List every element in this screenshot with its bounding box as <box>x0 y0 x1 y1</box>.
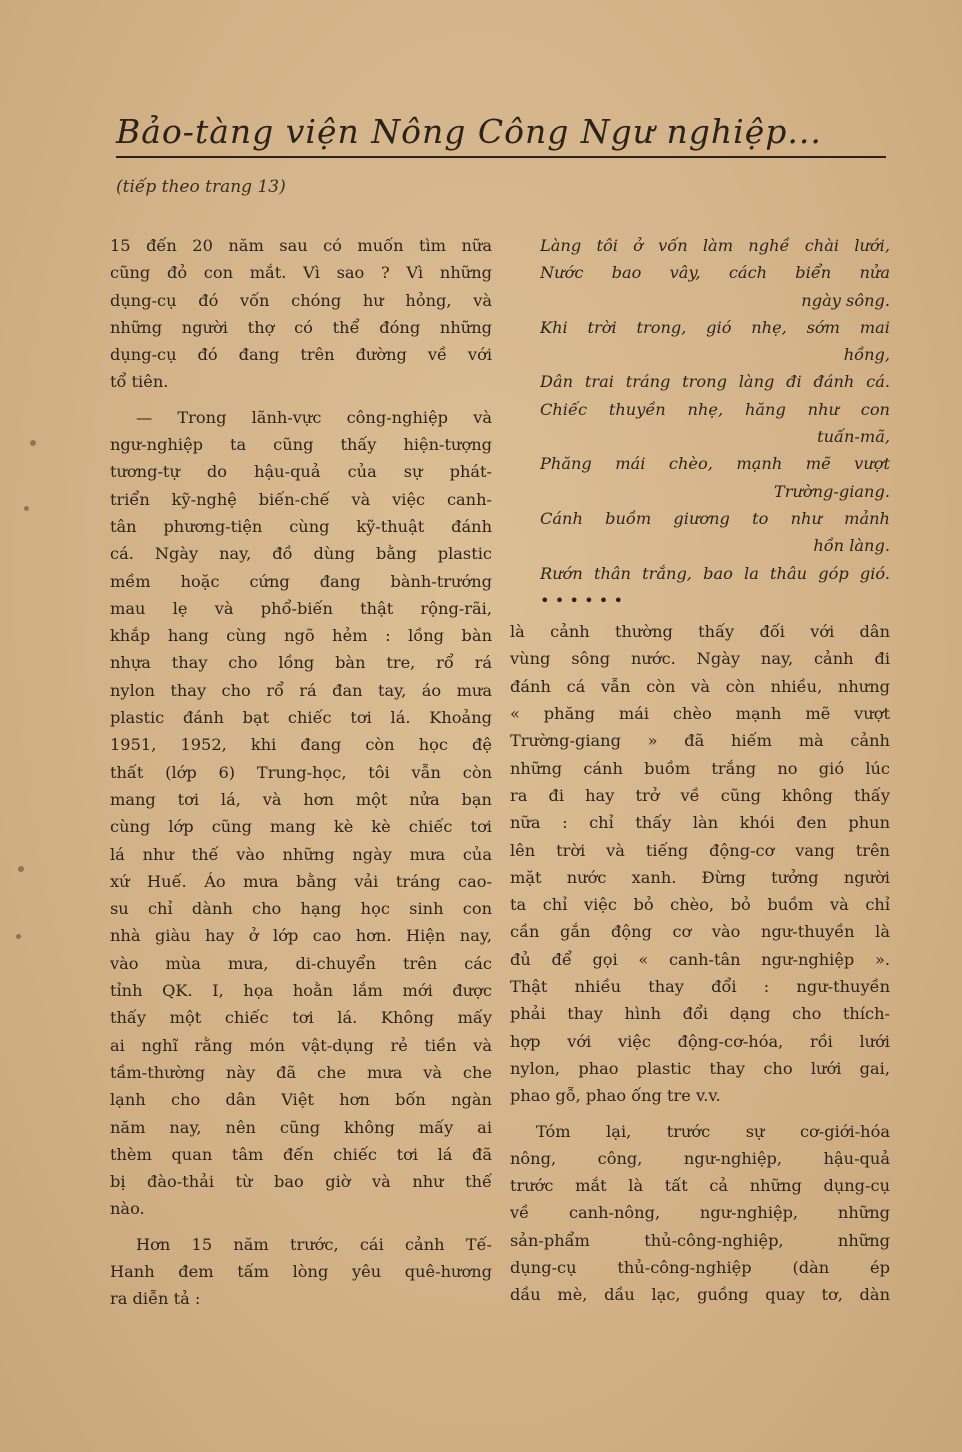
poem-line: Làng tôi ở vốn làm nghề chài lưới, <box>540 236 890 255</box>
text-line: ra đi hay trở về cũng không thấy <box>510 785 890 805</box>
left-column <box>110 232 492 1313</box>
paragraph-gap <box>110 1223 492 1231</box>
text-line: thèm quan tâm đến chiếc tơi lá đã <box>110 1144 492 1164</box>
text-line: về canh-nông, ngư-nghiệp, những <box>510 1203 890 1223</box>
text-line: lạnh cho dân Việt hơn bốn ngàn <box>110 1090 492 1110</box>
text-line: tầm-thường này đã che mưa và che <box>110 1062 492 1082</box>
text-line: nylon, phao plastic thay cho lưới gai, <box>510 1058 890 1078</box>
text-line: triển kỹ-nghệ biến-chế và việc canh- <box>110 489 492 509</box>
text-line: là cảnh thường thấy đối với dân <box>510 622 890 642</box>
poem-line: hồn làng. <box>813 536 890 556</box>
text-line: su chỉ dành cho hạng học sinh con <box>110 899 492 919</box>
ink-spot <box>16 934 21 939</box>
text-line: lên trời và tiếng động-cơ vang trên <box>510 840 890 860</box>
text-line: khắp hang cùng ngõ hẻm : lồng bàn <box>110 626 492 646</box>
text-line: tương-tự do hậu-quả của sự phát- <box>110 462 492 482</box>
text-line: phao gỗ, phao ống tre v.v. <box>510 1086 721 1106</box>
text-line: « phăng mái chèo mạnh mẽ vượt <box>510 704 890 724</box>
text-line: cá. Ngày nay, đồ dùng bằng plastic <box>110 544 492 564</box>
text-line: Thật nhiều thay đổi : ngư-thuyền <box>510 977 890 997</box>
text-line: dụng-cụ đó vốn chóng hư hỏng, và <box>110 290 492 310</box>
text-line: cũng đỏ con mắt. Vì sao ? Vì những <box>110 263 492 283</box>
text-line: lá như thế vào những ngày mưa của <box>110 844 492 864</box>
poem-line: Dân trai tráng trong làng đi đánh cá. <box>540 372 890 392</box>
poem-line: Nước bao vây, cách biển nửa <box>540 263 890 283</box>
text-line: ai nghĩ rằng món vật-dụng rẻ tiền và <box>110 1035 492 1055</box>
text-line: vào mùa mưa, di-chuyển trên các <box>110 953 492 973</box>
ink-spot <box>18 866 24 872</box>
title-underline <box>116 156 886 158</box>
poem-line: tuấn-mã, <box>817 427 890 447</box>
paragraph-gap <box>110 396 492 404</box>
poem-line: hồng, <box>843 345 890 365</box>
text-line: dầu mè, dầu lạc, guồng quay tơ, dàn <box>510 1285 890 1305</box>
text-line: mềm hoặc cứng đang bành-trướng <box>110 571 492 591</box>
text-line: năm nay, nên cũng không mấy ai <box>110 1117 492 1137</box>
text-line: dụng-cụ đó đang trên đường về với <box>110 345 492 365</box>
ink-spot <box>24 506 29 511</box>
text-line: Tóm lại, trước sự cơ-giới-hóa <box>536 1121 890 1141</box>
text-line: nữa : chỉ thấy làn khói đen phun <box>510 813 890 833</box>
continued-from-note: (tiếp theo trang 13) <box>116 177 286 197</box>
text-line: Hanh đem tấm lòng yêu quê-hương <box>110 1261 492 1281</box>
text-line: 1951, 1952, khi đang còn học đệ <box>110 735 492 755</box>
text-line: đủ để gọi « canh-tân ngư-nghiệp ». <box>510 949 890 969</box>
text-line: vùng sông nước. Ngày nay, cảnh đi <box>510 649 890 669</box>
text-line: — Trong lãnh-vực công-nghiệp và <box>136 407 492 427</box>
text-line: thấy một chiếc tơi lá. Không mấy <box>110 1008 492 1028</box>
poem-line: ngày sông. <box>801 290 890 310</box>
text-line: nào. <box>110 1199 145 1219</box>
text-line: ra diễn tả : <box>110 1289 201 1309</box>
text-line: cần gắn động cơ vào ngư-thuyền là <box>510 922 890 942</box>
text-line: tổ tiên. <box>110 372 169 392</box>
text-line: mau lẹ và phổ-biến thật rộng-rãi, <box>110 598 492 618</box>
text-line: Trường-giang » đã hiếm mà cảnh <box>510 731 890 751</box>
text-line: ngư-nghiệp ta cũng thấy hiện-tượng <box>110 435 492 455</box>
text-line: thất (lớp 6) Trung-học, tôi vẫn còn <box>110 762 492 782</box>
ink-spot <box>30 440 36 446</box>
text-line: tỉnh QK. I, họa hoằn lắm mới được <box>110 981 492 1001</box>
text-line: dụng-cụ thủ-công-nghiệp (dàn ép <box>510 1257 890 1277</box>
text-line: Hơn 15 năm trước, cái cảnh Tế- <box>136 1234 492 1254</box>
poem-line: Cánh buồm giương to như mảnh <box>540 508 890 528</box>
poem-line: Phăng mái chèo, mạnh mẽ vượt <box>540 454 890 474</box>
text-line: trước mắt là tất cả những dụng-cụ <box>510 1176 890 1196</box>
article-title: Bảo-tàng viện Nông Công Ngư nghiệp... <box>116 112 822 151</box>
text-line: phải thay hình đổi dạng cho thích- <box>510 1004 890 1024</box>
text-line: nông, công, ngư-nghiệp, hậu-quả <box>510 1148 890 1168</box>
text-line: hợp với việc động-cơ-hóa, rồi lưới <box>510 1031 890 1051</box>
poem-line: Trường-giang. <box>773 481 890 501</box>
text-line: sản-phẩm thủ-công-nghiệp, những <box>510 1230 890 1250</box>
text-line: tân phương-tiện cùng kỹ-thuật đánh <box>110 516 492 536</box>
text-line: mặt nước xanh. Đừng tưởng người <box>510 867 890 887</box>
text-line: đánh cá vẫn còn và còn nhiều, nhưng <box>510 676 890 696</box>
text-line: 15 đến 20 năm sau có muốn tìm nữa <box>110 236 492 255</box>
right-column-body <box>510 618 890 1308</box>
paragraph-gap <box>510 1110 890 1118</box>
right-column <box>510 232 890 1309</box>
poem-line: • • • • • • <box>540 590 624 610</box>
poem-line: Khi trời trong, gió nhẹ, sớm mai <box>540 317 890 337</box>
text-line: nylon thay cho rổ rá đan tay, áo mưa <box>110 680 492 700</box>
text-line: nhựa thay cho lồng bàn tre, rổ rá <box>110 653 492 673</box>
text-line: những người thợ có thể đóng những <box>110 317 492 337</box>
text-line: plastic đánh bạt chiếc tơi lá. Khoảng <box>110 708 492 728</box>
text-line: nhà giàu hay ở lớp cao hơn. Hiện nay, <box>110 926 492 946</box>
poem-line: Chiếc thuyền nhẹ, hăng như con <box>540 399 890 419</box>
text-line: bị đào-thải từ bao giờ và như thế <box>110 1172 492 1192</box>
poem-excerpt <box>510 232 890 614</box>
text-line: ta chỉ việc bỏ chèo, bỏ buồm và chỉ <box>510 895 890 915</box>
text-line: những cánh buồm trắng no gió lúc <box>510 758 890 778</box>
text-line: mang tơi lá, và hơn một nửa bạn <box>110 789 492 809</box>
text-line: cùng lớp cũng mang kè kè chiếc tơi <box>110 817 492 837</box>
poem-line: Rướn thân trắng, bao la thâu góp gió. <box>540 563 890 583</box>
text-line: xứ Huế. Áo mưa bằng vải tráng cao- <box>110 871 492 891</box>
